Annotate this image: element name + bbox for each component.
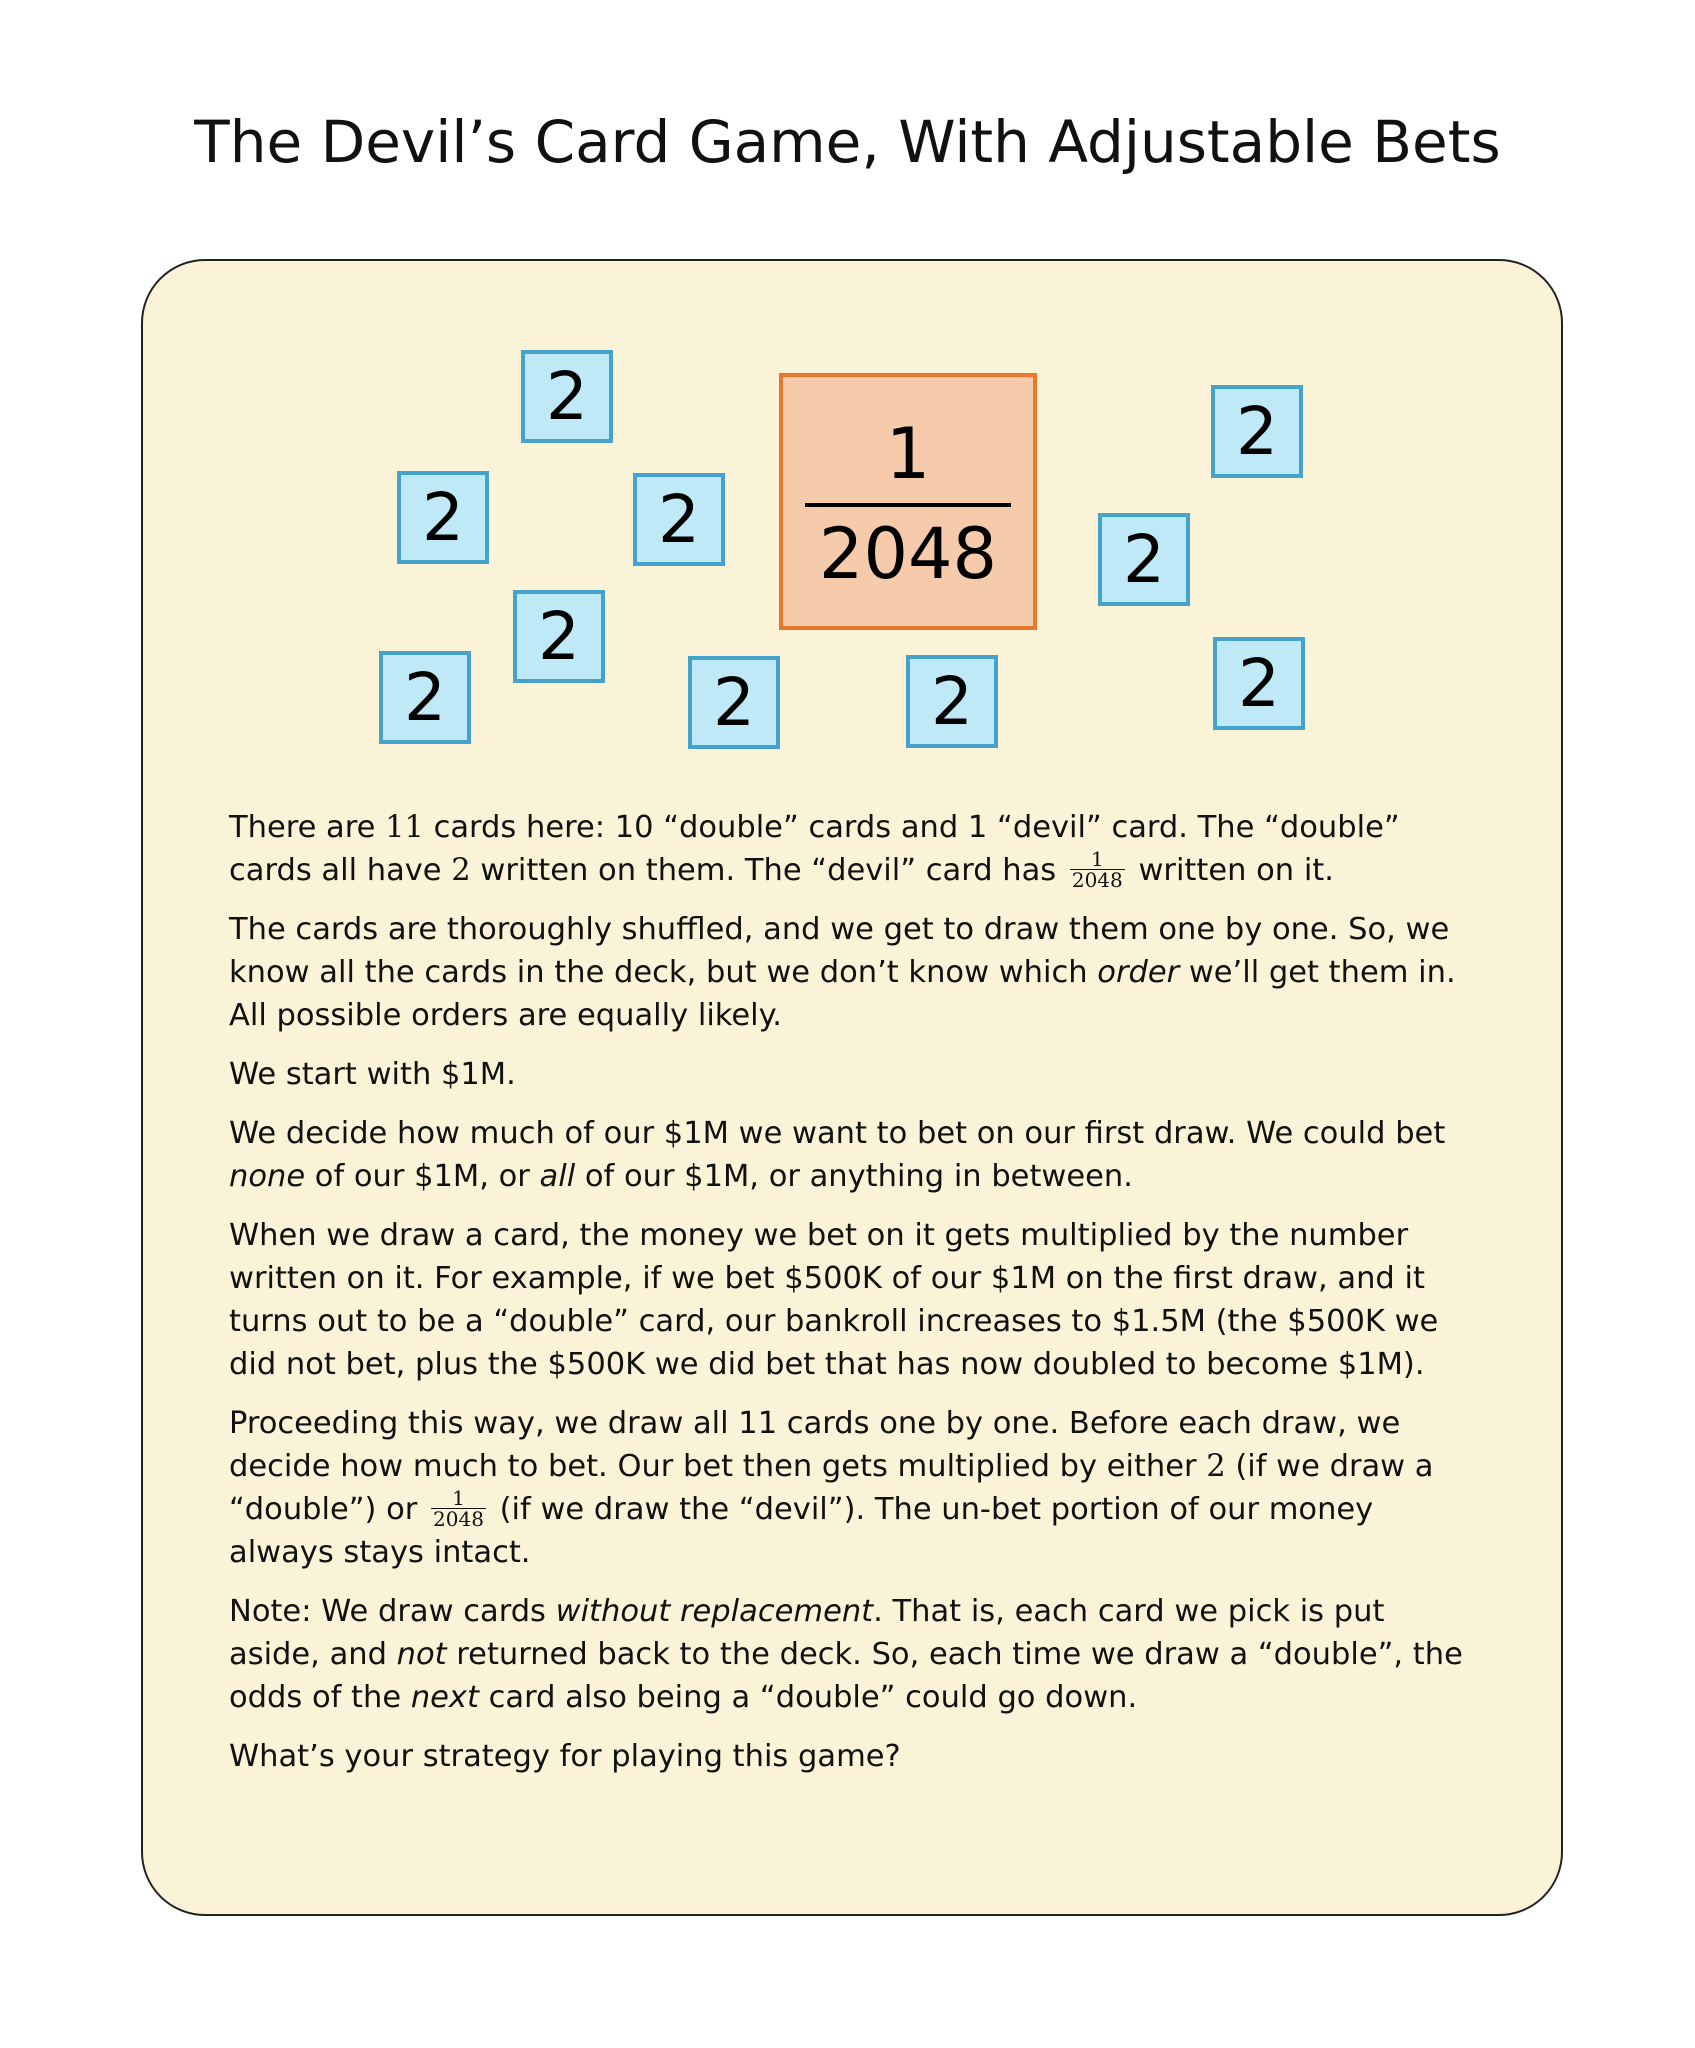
double-card-value: 2 [1123, 520, 1165, 598]
double-card [1213, 637, 1305, 730]
paragraph-question: What’s your strategy for playing this game? [229, 1739, 901, 1774]
double-card [1211, 385, 1303, 478]
double-card [906, 655, 998, 748]
double-card-value: 2 [931, 662, 973, 740]
paragraph-note: Note: We draw cards without replacement. That is, each card we pick is put aside, and not returned back to the deck. So, each time we draw a “double”, the odds of the next card also being a “double” could go down. [229, 1594, 1463, 1715]
double-card-value: 2 [658, 480, 700, 558]
double-card-value: 2 [546, 357, 588, 435]
devil-card-denominator: 2048 [818, 513, 998, 595]
devil-card-numerator: 1 [885, 413, 931, 495]
double-card-value: 2 [422, 478, 464, 556]
double-card [1098, 513, 1190, 606]
paragraph-proceeding: Proceeding this way, we draw all 11 cards one by one. Before each draw, we decide how much to bet. Our bet then gets multiplied by either 2 (if we draw a “double”) or $\frac{1}{2048}$ (if we draw the “devil”). The un-bet portion of our money always stays intact. [229, 1406, 1434, 1570]
double-card-value: 2 [404, 658, 446, 736]
page-title: The Devil’s Card Game, With Adjustable Bets [194, 108, 1501, 176]
double-card-value: 2 [538, 597, 580, 675]
paragraph-example: When we draw a card, the money we bet on it gets multiplied by the number written on it. For example, if we bet $500K of our $1M on the first draw, and it turns out to be a “double” card, our bankroll increases to $1.5M (the $500K we did not bet, plus the $500K we did bet that has now doubled to become $1M). [229, 1218, 1439, 1382]
paragraph-bet: We decide how much of our $1M we want to bet on our first draw. We could bet none of our $1M, or all of our $1M, or anything in between. [229, 1116, 1446, 1194]
paragraph-start: We start with $1M. [229, 1057, 516, 1092]
double-card [688, 656, 780, 749]
double-card [397, 471, 489, 564]
double-card [521, 350, 613, 443]
game-panel [141, 259, 1563, 1916]
double-card [513, 590, 605, 683]
devil-card [779, 373, 1037, 630]
double-card-value: 2 [1236, 392, 1278, 470]
double-card-value: 2 [713, 663, 755, 741]
fraction-bar [805, 503, 1011, 507]
double-card-value: 2 [1238, 644, 1280, 722]
devil-fraction: $\frac{1}{2048}$ [433, 1486, 484, 1531]
double-card [633, 473, 725, 566]
paragraph-cards: There are 11 cards here: 10 “double” cards and 1 “devil” card. The “double” cards all have 2 written on them. The “devil” card has $\frac{1}{2048}$ written on it. [229, 810, 1400, 892]
game-description [229, 806, 1483, 1794]
paragraph-shuffle: The cards are thoroughly shuffled, and we get to draw them one by one. So, we know all the cards in the deck, but we don’t know which order we’ll get them in. All possible orders are equally likely. [229, 912, 1456, 1033]
devil-fraction: $\frac{1}{2048}$ [1071, 847, 1123, 892]
double-card [379, 651, 471, 744]
